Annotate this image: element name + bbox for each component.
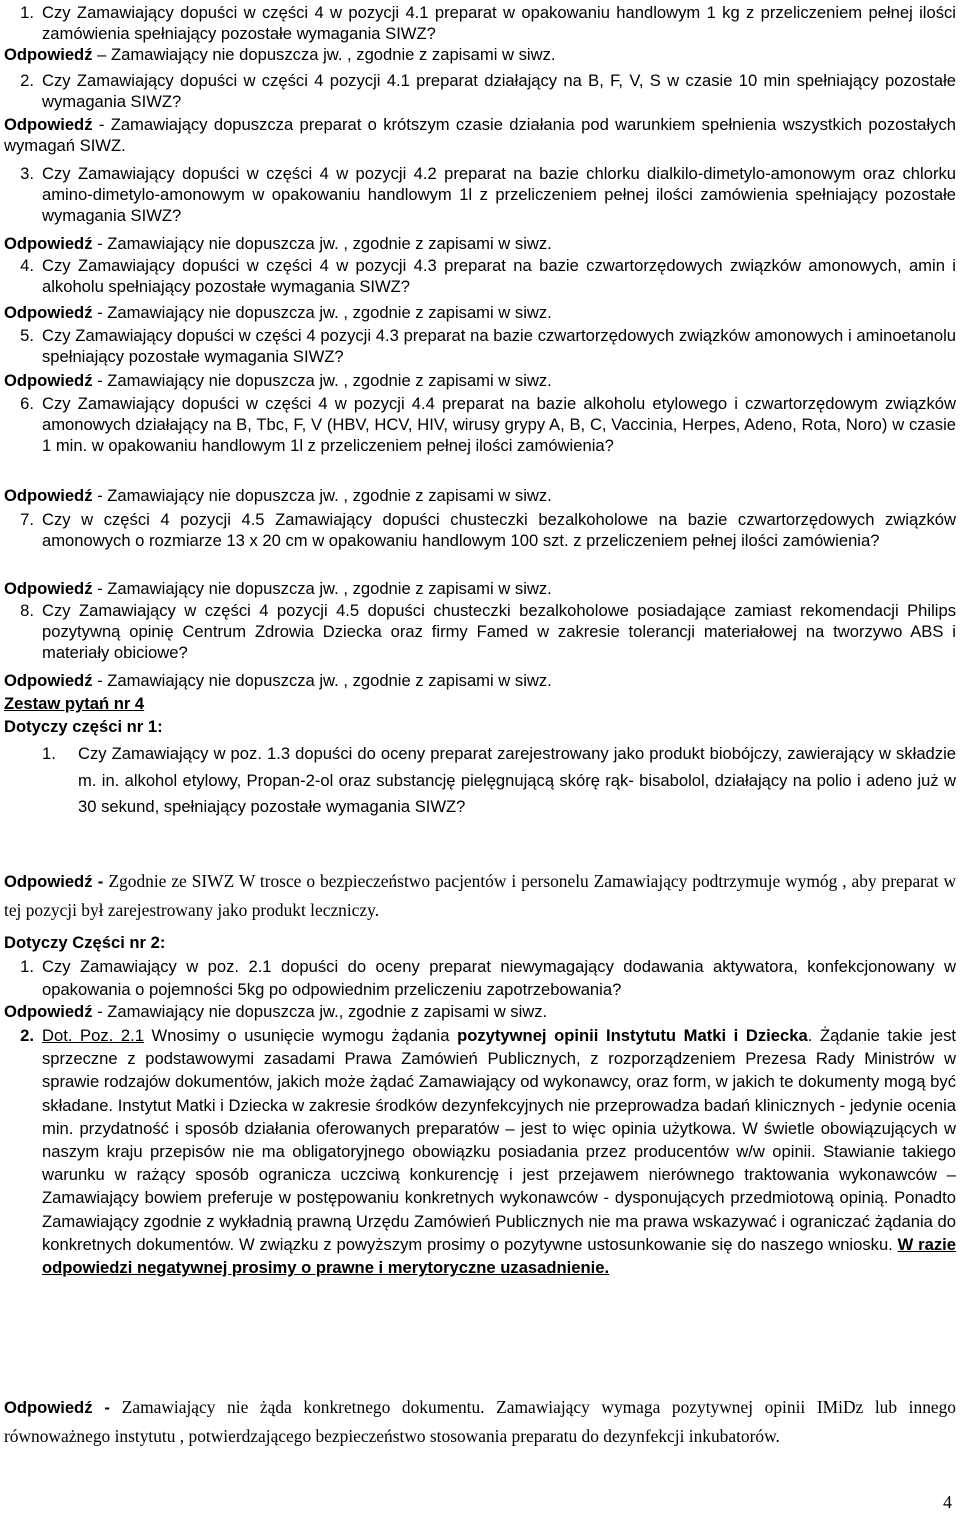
question-2 <box>4 70 956 112</box>
question-number: 6. <box>20 394 34 413</box>
question-7 <box>4 509 956 551</box>
answer-text: - Zamawiający nie dopuszcza jw. , zgodnie z zapisami w siwz. <box>92 371 552 390</box>
question-text-2: . Żądanie takie jest sprzeczne z podstawowymi zasadami Prawa Zamówień Publicznych, z rozporządzeniem Prezesa Rady Ministrów w sprawie rodzajów dokumentów, jakich może żądać Zamawiający od wykonawcy, oraz form, w jakich te dokumenty mogą być składane. Instytut Matki i Dziecka w zakresie środków dezynfekcyjnych nie przeprowadza badań klinicznych - jedynie ocenia min. przydatność i sposób działania oferowanych preparatów – jest to więc opinia użytkowa. W świetle obowiązujących w naszym kraju przepisów nie ma obligatoryjnego obowiązku posiadania przez producentów w/w opinii. Stawianie takiego warunku w rażący sposób ogranicza uczciwą konkurencję i jest przejawem nierównego traktowania wykonawców – Zamawiający bowiem preferuje w postępowaniu konkretnych wykonawców - dysponujących przedmiotową opinią. Ponadto Zamawiający zgodnie z wykładnią prawną Urzędu Zamówień Publicznych nie ma prawa wskazywać i ograniczać żądania do konkretnych dokumentów. W związku z powyższym prosimy o pozytywne ustosunkowanie się do naszego wniosku. <box>42 1026 957 1254</box>
answer-1 <box>4 44 956 65</box>
question-number: 3. <box>20 164 34 183</box>
answer-text: – Zamawiający nie dopuszcza jw. , zgodnie z zapisami w siwz. <box>92 45 556 64</box>
question-number: 7. <box>20 510 34 529</box>
answer-text: - Zamawiający nie dopuszcza jw. , zgodnie z zapisami w siwz. <box>92 303 552 322</box>
answer-2 <box>4 114 956 156</box>
question-text-1: Wnosimy o usunięcie wymogu żądania <box>143 1026 458 1045</box>
answer-label: Odpowiedź <box>4 671 93 690</box>
question-bold-1: pozytywnej opinii Instytutu Matki i Dziecka <box>457 1026 808 1045</box>
part1-answer-1 <box>4 867 956 925</box>
answer-dash: - <box>92 872 109 891</box>
answer-label: Odpowiedź <box>4 872 93 891</box>
question-bold-2: W razie odpowiedzi negatywnej prosimy o prawne i merytoryczne uzasadnienie. <box>42 1234 956 1278</box>
part2-answer-1 <box>4 1001 956 1022</box>
answer-label: Odpowiedź <box>4 303 93 322</box>
answer-label: Odpowiedź <box>4 1002 93 1021</box>
part2-question-2 <box>4 1024 956 1279</box>
answer-text: - Zamawiający nie dopuszcza jw. , zgodnie z zapisami w siwz. <box>92 671 552 690</box>
question-3 <box>4 163 956 226</box>
answer-text: - Zamawiający nie dopuszcza jw. , zgodnie z zapisami w siwz. <box>92 486 552 505</box>
question-number: 8. <box>20 601 34 620</box>
question-text: Czy Zamawiający dopuści w części 4 w pozycji 4.3 preparat na bazie czwartorzędowych związków amonowych, amin i alkoholu spełniający pozostałe wymagania SIWZ? <box>42 256 956 296</box>
question-number: 5. <box>20 326 34 345</box>
answer-4 <box>4 302 956 323</box>
answer-7 <box>4 578 956 599</box>
answer-text: - Zamawiający dopuszcza preparat o krótszym czasie działania pod warunkiem spełnienia wszystkich pozostałych wymagań SIWZ. <box>4 115 956 155</box>
part1-question-1 <box>42 741 956 821</box>
question-1 <box>4 2 956 44</box>
question-number: 1. <box>20 3 34 22</box>
answer-label: Odpowiedź <box>4 234 93 253</box>
question-text: Czy Zamawiający w części 4 pozycji 4.5 dopuści chusteczki bezalkoholowe posiadające zamiast rekomendacji Philips pozytywną opinię Centrum Zdrowia Dziecka oraz firmy Famed w zakresie tolerancji materiałowej na tworzywo ABS i materiały obiciowe? <box>42 601 956 662</box>
question-number: 4. <box>20 256 34 275</box>
question-text: Czy Zamawiający dopuści w części 4 pozycji 4.3 preparat na bazie czwartorzędowych związków amonowych i aminoetanolu spełniający pozostałe wymagania SIWZ? <box>42 326 956 366</box>
question-8 <box>4 600 956 663</box>
set-title <box>4 693 956 714</box>
question-text: Czy Zamawiający dopuści w części 4 pozycji 4.1 preparat działający na B, F, V, S w czasie 10 min spełniający pozostałe wymagania SIWZ? <box>42 71 956 111</box>
question-number: 2. <box>20 1026 34 1045</box>
question-number: 2. <box>20 71 34 90</box>
question-6 <box>4 393 956 456</box>
question-text: Czy Zamawiający w poz. 2.1 dopuści do oceny preparat niewymagający dodawania aktywatora, konfekcjonowany w opakowania o pojemności 5kg po odpowiednim przeliczeniu zapotrzebowania? <box>42 957 956 999</box>
question-text: Czy w części 4 pozycji 4.5 Zamawiający dopuści chusteczki bezalkoholowe na bazie czwartorzędowych związków amonowych o rozmiarze 13 x 20 cm w opakowaniu handlowym 100 szt. z przeliczeniem pełnej ilości zamówienia? <box>42 510 956 550</box>
question-text: Czy Zamawiający w poz. 1.3 dopuści do oceny preparat zarejestrowany jako produkt biobójczy, zawierający w składzie m. in. alkohol etylowy, Propan-2-ol oraz substancję pielęgnującą skórę rąk- bisabolol, działający na polio i adeno już w 30 sekund, spełniający pozostałe wymagania SIWZ? <box>78 744 956 816</box>
answer-label: Odpowiedź <box>4 579 93 598</box>
question-5 <box>4 325 956 367</box>
part2-question-1 <box>4 955 956 1001</box>
answer-6 <box>4 485 956 506</box>
answer-text: Zgodnie ze SIWZ W trosce o bezpieczeństwo pacjentów i personelu Zamawiający podtrzymuje wymóg , aby preparat w tej pozycji był zarejestrowany jako produkt leczniczy. <box>4 871 957 920</box>
question-text: Czy Zamawiający dopuści w części 4 w pozycji 4.2 preparat na bazie chlorku dialkilo-dimetylo-amonowym oraz chlorku amino-dimetylo-amonowym w opakowaniu handlowym 1l z przeliczeniem pełnej ilości zamówienia spełniający pozostałe wymagania SIWZ? <box>42 164 956 225</box>
page-number: 4 <box>943 1492 952 1512</box>
answer-label: Odpowiedź <box>4 115 93 134</box>
answer-3 <box>4 233 956 254</box>
part1-heading <box>4 716 956 737</box>
answer-8 <box>4 670 956 691</box>
question-number: 1. <box>42 744 56 763</box>
question-text: Czy Zamawiający dopuści w części 4 w pozycji 4.1 preparat w opakowaniu handlowym 1 kg z przeliczeniem pełnej ilości zamówienia spełniający pozostałe wymagania SIWZ? <box>42 3 956 43</box>
question-reference: Dot. Poz. 2.1 <box>42 1026 144 1045</box>
answer-label: Odpowiedź <box>4 371 93 390</box>
answer-text: - Zamawiający nie dopuszcza jw. , zgodnie z zapisami w siwz. <box>92 234 552 253</box>
part1-heading-text: Dotyczy części nr 1: <box>4 717 163 736</box>
question-4 <box>4 255 956 297</box>
question-number: 1. <box>20 957 34 976</box>
answer-dash: - <box>92 1398 122 1417</box>
part2-heading-text: Dotyczy Części nr 2: <box>4 933 166 952</box>
answer-label: Odpowiedź <box>4 1398 93 1417</box>
answer-label: Odpowiedź <box>4 45 93 64</box>
part2-answer-2 <box>4 1393 956 1451</box>
answer-text: Zamawiający nie żąda konkretnego dokumentu. Zamawiający wymaga pozytywnej opinii IMiDz lub innego równoważnego instytutu , potwierdzającego bezpieczeństwo stosowania preparatu do dezynfekcji inkubatorów. <box>4 1397 956 1446</box>
answer-label: Odpowiedź <box>4 486 93 505</box>
answer-5 <box>4 370 956 391</box>
answer-text: - Zamawiający nie dopuszcza jw. , zgodnie z zapisami w siwz. <box>92 579 552 598</box>
part2-heading <box>4 932 956 953</box>
set-title-text: Zestaw pytań nr 4 <box>4 694 145 713</box>
question-text: Czy Zamawiający dopuści w części 4 w pozycji 4.4 preparat na bazie alkoholu etylowego i czwartorzędowym związków amonowych działający na B, Tbc, F, V (HBV, HCV, HIV, wirusy grypy A, B, C, Vaccinia, Herpes, Adeno, Rota, Noro) w czasie 1 min. w opakowaniu handlowym 1l z przeliczeniem pełnej ilości zamówienia? <box>42 394 956 455</box>
answer-text: - Zamawiający nie dopuszcza jw., zgodnie z zapisami w siwz. <box>92 1002 548 1021</box>
